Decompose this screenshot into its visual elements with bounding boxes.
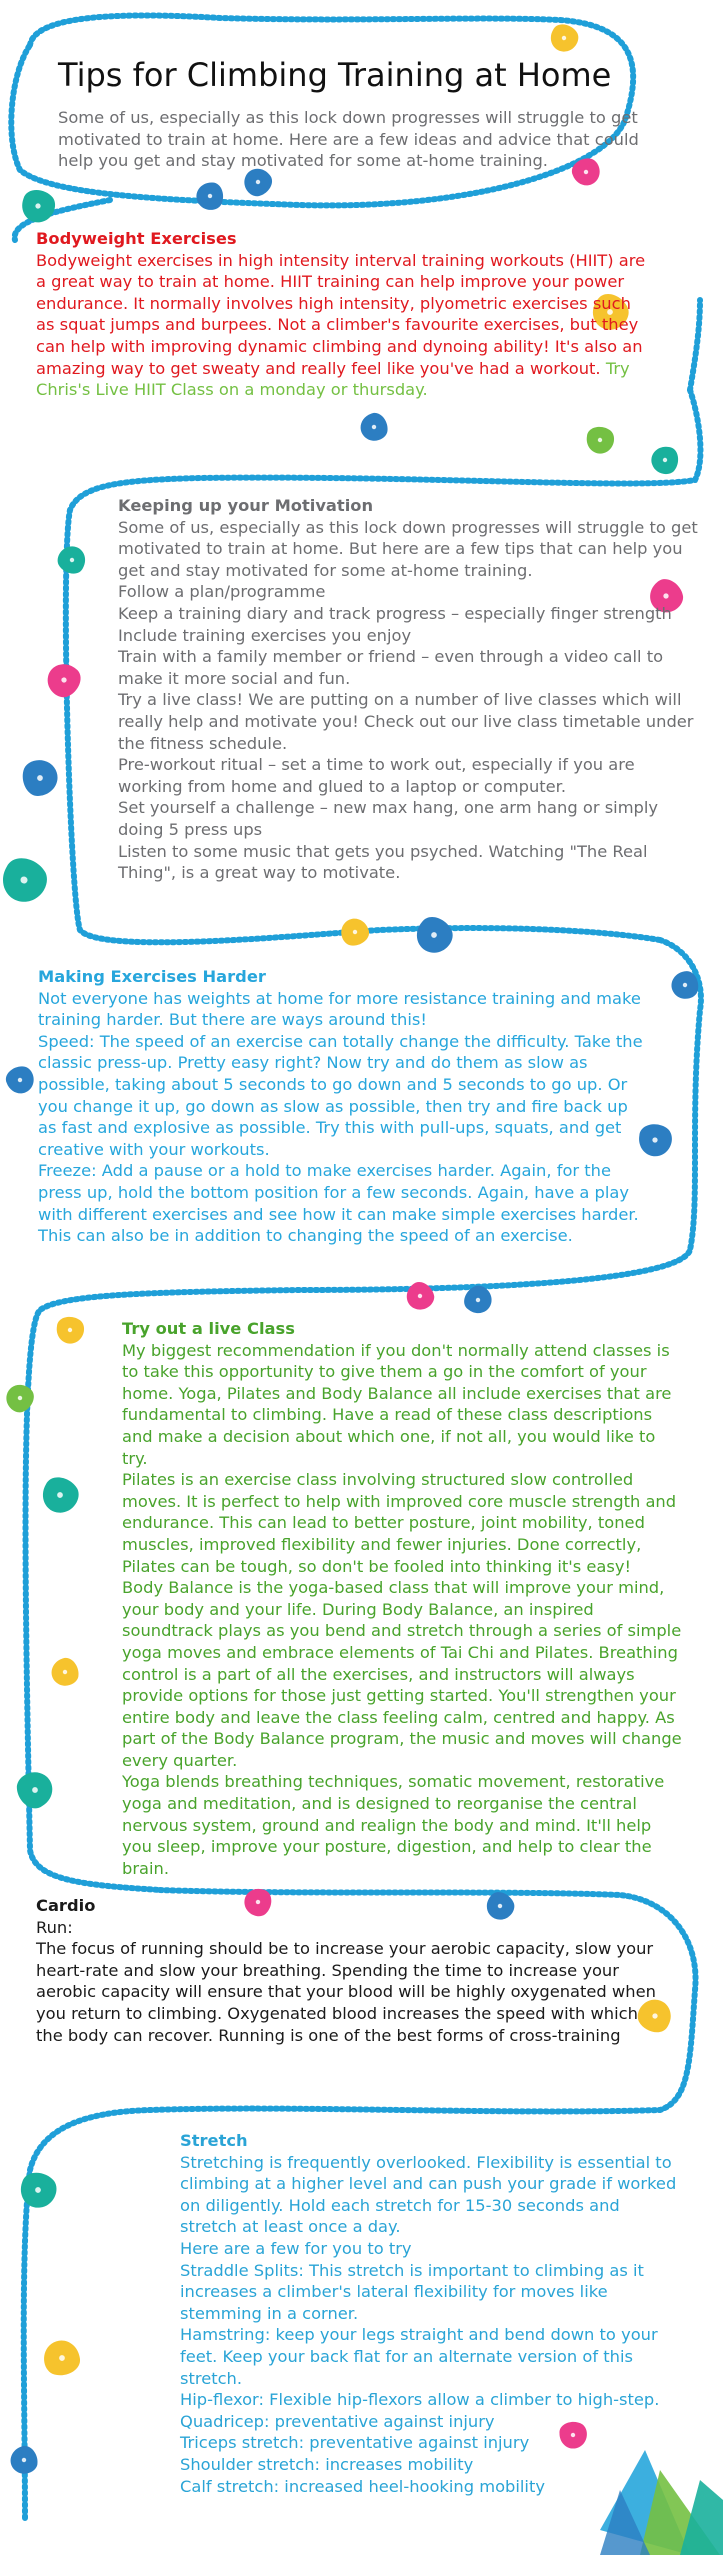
bodyweight-body: Bodyweight exercises in high intensity interval training workouts (HIIT) are a great way to train at home. HIIT training can help improve your power endurance. It normally involves high intensity, plyometric exercises such as squat jumps and burpees. Not a climber's favourite exercises, but they can help with improving dynamic climbing and dynoing ability! It's also an amazing way to get sweaty and really feel like you've had a workout. [36,250,646,378]
stretch-line: Triceps stretch: preventative against injury [180,2433,530,2453]
cardio-section [36,1895,656,2046]
stretch-line: Hip-flexor: Flexible hip-flexors allow a climber to high-step. [180,2390,660,2410]
harder-line: Not everyone has weights at home for more resistance training and make training harder. But there are ways around this! [38,988,641,1030]
cardio-line: Run: [36,1917,73,1937]
motivation-line: Listen to some music that gets you psyched. Watching "The Real Thing", is a great way to motivate. [118,841,648,883]
live-class-line: Pilates is an exercise class involving structured slow controlled moves. It is perfect to help with improved core muscle strength and endurance. This can lead to better posture, joint mobility, toned muscles, improved flexibility and fewer injuries. Done correctly, Pilates can be tough, so don't be fooled into thinking it's easy! [122,1470,677,1576]
live-class-line: Body Balance is the yoga-based class that will improve your mind, your body and your life. During Body Balance, an inspired soundtrack plays as you bend and stretch through a series of simple yoga moves and embrace elements of Tai Chi and Pilates. Breathing control is a part of all the exercises, and instructors will always provide options for those just getting started. You'll strengthen your entire body and leave the class feeling calm, centred and happy. As part of the Body Balance program, the music and moves will change every quarter. [122,1578,682,1770]
stretch-line: Hamstring: keep your legs straight and bend down to your feet. Keep your back flat for an alternate version of this stretch. [180,2325,658,2388]
harder-heading: Making Exercises Harder [38,967,266,986]
stretch-line: Stretching is frequently overlooked. Flexibility is essential to climbing at a higher level and can push your grade if worked on diligently. Hold each stretch for 15-30 seconds and stretch at least once a day. [180,2152,677,2237]
stretch-heading: Stretch [180,2131,248,2150]
cardio-heading: Cardio [36,1896,96,1915]
motivation-line: Pre-workout ritual – set a time to work out, especially if you are working from home and glued to a laptop or computer. [118,755,635,796]
harder-line: Speed: The speed of an exercise can totally change the difficulty. Take the classic press-up. Pretty easy right? Now try and do them as slow as possible, taking about 5 seconds to go down and 5 seconds to go up. Or you change it up, go down as slow as possible, then try and fire back up as fast and explosive as possible. Try this with pull-ups, squats, and get creative with your workouts. [38,1031,643,1159]
bodyweight-heading: Bodyweight Exercises [36,229,237,248]
stretch-line: Straddle Splits: This stretch is important to climbing as it increases a climber's lateral flexibility for moves like stemming in a corner. [180,2260,644,2323]
intro-section [58,107,658,172]
live-class-section [122,1318,684,1879]
motivation-line: Try a live class! We are putting on a number of live classes which will really help and motivate you! Check out our live class timetable under the fitness schedule. [118,690,694,753]
motivation-line: Follow a plan/programme [118,582,326,602]
bodyweight-section [36,228,652,401]
harder-line: Freeze: Add a pause or a hold to make exercises harder. Again, for the press up, hold the bottom position for a few seconds. Again, have a play with different exercises and see how it can make simple exercises harder. This can also be in addition to changing the speed of an exercise. [38,1161,639,1246]
stretch-line: Quadricep: preventative against injury [180,2411,495,2431]
intro-text: Some of us, especially as this lock down progresses will struggle to get motivated to train at home. Here are a few ideas and advice that could help you get and stay motivated for some at-home training. [58,108,639,171]
live-class-line: My biggest recommendation if you don't normally attend classes is to take this opportunity to give them a go in the comfort of your home. Yoga, Pilates and Body Balance all include exercises that are fundamental to climbing. Have a read of these class descriptions and make a decision about which one, if not all, you would like to try. [122,1340,672,1468]
hiit-class-link[interactable]: Try Chris's Live HIIT Class on a monday or thursday. [36,358,630,400]
live-class-line: Yoga blends breathing techniques, somatic movement, restorative yoga and meditation, and is designed to reorganise the central nervous system, ground and realign the body and mind. It'll help you sleep, improve your posture, digestion, and help to clear the brain. [122,1772,665,1878]
motivation-line: Keep a training diary and track progress – especially finger strength [118,603,672,623]
live-class-heading: Try out a live Class [122,1319,295,1338]
bodyweight-text [36,250,652,401]
stretch-line: Calf stretch: increased heel-hooking mobility [180,2476,545,2496]
motivation-line: Set yourself a challenge – new max hang, one arm hang or simply doing 5 press ups [118,798,659,839]
motivation-section [118,495,698,884]
motivation-heading: Keeping up your Motivation [118,496,374,515]
stretch-line: Here are a few for you to try [180,2238,412,2258]
stretch-line: Shoulder stretch: increases mobility [180,2454,474,2474]
page-title: Tips for Climbing Training at Home [58,56,612,94]
stretch-section [180,2130,680,2497]
motivation-line: Some of us, especially as this lock down progresses will struggle to get motivated to train at home. But here are a few tips that can help you get and stay motivated for some at-home training. [118,517,698,580]
harder-section [38,966,648,1247]
motivation-line: Include training exercises you enjoy [118,625,412,645]
motivation-line: Train with a family member or friend – even through a video call to make it more social and fun. [118,647,664,688]
cardio-line: The focus of running should be to increase your aerobic capacity, slow your heart-rate and slow your breathing. Spending the time to increase your aerobic capacity will ensure that your blood will be highly oxygenated when you return to climbing. Oxygenated blood increases the speed with which the body can recover. Running is one of the best forms of cross-training [36,1939,656,2045]
